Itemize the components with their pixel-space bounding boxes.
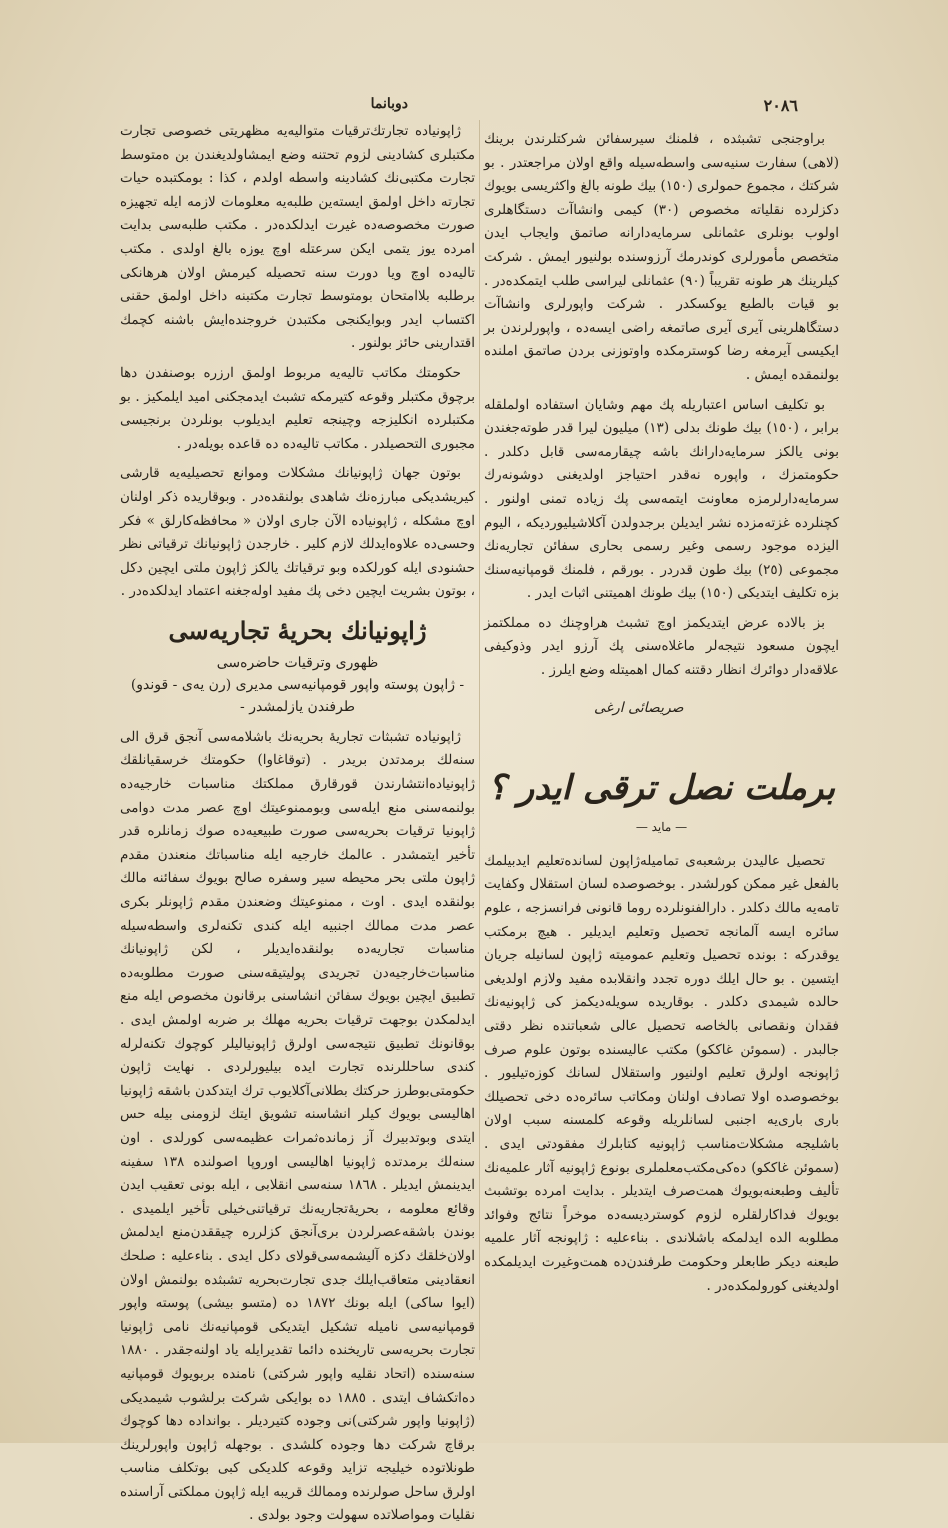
author-signature: صریصائی ارغی (594, 699, 684, 716)
paragraph: حكومتك مكاتب تالیه‌یه مربوط اولمق ارزره بوصنفدن دها برچوق مكتبلر وقوعه كتیرمكه تشبث ایدمجكنی امید ایلمكیز . بو مكتبلرده انكلیزجه وچینجه تعلیم ایدیلوب بونلردن برنجیسی مجبوری التحصیلدر . مكاتب تالیه‌ده ده‌ قاعده بویله‌در . (120, 364, 475, 452)
paragraph: ژاپونیاده تشبثات تجاریهٔ بحریه‌نك باشلامه‌سی آنجق قرق الی سنه‌لك برمدتدن بریدر . (توقاغاوا) حكومتك خرسقیانلقك ژاپونیاده‌انتشارندن قورقارق مملكتك مناسبات خارجیه‌ده بولنمه‌سنی منع ایله‌سی وبوممنوعیتك اوچ عصر مدت دوامی ژاپونیا ترقیات بحریه‌سی صورت طبیعیه‌ده صوك زمانلره قدر تأخیر ایتمشدر . عالمك خارجیه ایله مناسباتك منعندن مقدم ژاپون ملتی بحر محیطه سیر وسفره صالح بویوك سفائنه مالك بولنقده ایدی . اوت ، ممنوعیتك وضعندن مقدم ژاپونلر بكری عصر مدت ممالك اجنبیه ایله كندی تكنه‌لری واسطه‌سیله مناسبات تجاریه‌ده بولنقده‌ایدیلر ، لكن ژاپونیانك مناسبات‌خارجیه‌دن تجریدی پولیتیقه‌سنی صورت مطلوبه‌ده تطبیق ایچین بویوك سفائن انشاسنی برقانون مخصوص ایله منع ایدلمكدن بوجهت ترقیات بحریه مهلك بر ضربه اولمش ایدی . بوقانونك تطبیق نتیجه‌سی اولرق ژاپونیالیلر كوچوك تكنه‌لرله كندی ساحللرنده تجارت ایده بیلیورلردی . نهایت ژاپون حكومتی‌بوطرز حركتك بطلانی‌آكلایوب ترك ایتدكدن باشقه ژاپونیا اهالیسی بویوك كیلر انشاسنه تشویق ایتك لزومنی بیله حس ایتدی وبوتدبیرك آز زمانده‌ثمرات عظیمه‌سی كورلدی . اون سنه‌لك برمدتده ژاپونیا اهالیسی اوروپا اصولنده ١٣٨ سفینه ایدینمش ایدیلر . ١٨٦٨ سنه‌سی انقلابی ، ایله بونی تعقیب ایدن وقائع معلومه ، بحریهٔ‌تجاریه‌نك ترقیاتنی‌خیلی تأخیر ایلمیدی . بوندن باشقه‌عصرلردن بری‌آنجق كزلرره چیققدن‌منع ایدلمش اولان‌خلقك دكزه آلیشمه‌سی‌قولای دكل ایدی . بناءعلیه : صلحك انعقادینی متعاقب‌ایلك جدی تجارت‌بحریه تشبثده بولنمش اولان (ایوا ساكی) ایله بونك ١٨٧٢ ده (متسو بیشی) پوسته واپور قومپانیه‌سی نامیله تشكیل ایتدیكی قومپانیه‌نك نامی ژاپونیا تجارت بحریه‌سی تاریخنده دائما تقدیرایله یاد اولنه‌جقدر . ١٨٨٠ سنه‌سنده (اتحاد نقلیه واپور شركتی) نامنده بربویوك قومپانیه ده‌اتكشاف ایتدی . ١٨٨٥ ده بوایكی شركت برلشوب شیمدیكی (ژاپونیا واپور شركتی)نی وجوده كتیردیلر . بوانداده دها كوچوك برقاچ شركت دها وجوده كلشدی . بوجهله ژاپون واپورلرینك طونلاتوده خیلیجه تزاید وقوعه كلدیكی كبی بوتكلف مناسب اولرق ساحل صولرنده وممالك قریبه ایله ژاپون مملكتی آراسنده نقلیات ومواصلاتده سهولت وجود بولدی . (120, 728, 476, 1524)
paragraph: تحصیل عالیدن برشعبه‌ی تمامیله‌ژاپون لسانده‌تعلیم ایدبیلمك بالفعل غیر ممكن كورلشدر . بوخصوصده لسان استقلال وكفایت تامه‌یه مالك دكلدر . دارالفنونلرده روما قانونی فرانسزجه ، علوم سائره ایسه آلمانجه تحصیل وتعلیم ایدیلیر . هیچ برمكتب یوقدر‌كه : بونده تحصیل وتعلیم عمومیته ژاپون لسانیله جریان ایتسین . بو حال ایلك دوره تجدد وانقلابده مفید ولازم اولدیغی حالده شیمدی دكلدر . بوقاریده سویله‌دیكمز كی ژاپونیه‌نك فقدان ونقصانی بالخاصه تحصیل عالی شعباتنده نظر دقتی جالبدر . (سموئن غاككو) مكتب عالیسنده بوتون علوم صرف ژاپونجه اولرق تعلیم اولنیور واستقلال لسانك كوزه‌تیلیور . بوخصوصده اولا تصادف اولنان ومكاتب سائره‌ده دخی تحصیلك باری باری‌یه اجنبی لسانلریله وقوعه كلمسنه سبب اولان باشلیجه مشكلات‌مناسب ژاپونیه كتابلرك مفقودتی ایدی . (سموئن غاككو) ده‌كی‌مكتب‌معلملری بونوع ژاپونیه آثار علمیه‌نك تألیف وطبعنه‌بویوك همت‌صرف ایتدیلر . بدایت امرده بوتشبث بویوك فداكارلقلره لزوم كوستردیسه‌ده موخراً نتائج وفوائد مطلوبه الده ایدلمكه باشلاندی . بناءعلیه : ژاپونجه آثار علمیه طبعنه دیكر طابعلر وحكومت طرفندن‌ده همت‌وغیرت ایدیلمكده‌ اولدیغنی كورولمكده‌در . (484, 852, 839, 1294)
paragraph: براوجنجی تشبثده ، فلمنك سیرسفائن شركتلرندن برینك (لاهی) سفارت سنیه‌سی واسطه‌سیله واقع اولان مراجعتدر . بو شركتك ، مجموع حمولری (١٥٠) بیك طونه بالغ واكثریسی بویوك دكزلرده نقلیاته مخصوص (٣٠) كیمی وانشاآت دستگاهلری اولوب بونلری عثمانلی سرمایه‌دارانه صاتمق وایجاب ایدن متخصص مأمورلری كوندرمك آرزوسنده بولنیور ایمش . شركت كیلرینك هر طونه تقریباً (٩٠) عثمانلی لیراسی طلب ایتمكده‌در . بو قیات بالطبع یوكسكدر . شركت واپورلری وانشاآت دستگاهلرینی آیری آیری صاتمغه راضی ایسه‌ده ، واپورلرندن بر ایكیسی آیرمغه رضا كوسترمكده واوتوزنی بردن صاتمق املنده بولنمقده ایمش . (484, 131, 839, 383)
journal-title: دوبانما (370, 96, 408, 112)
section-subtitle: ظهوری وترقیات حاضره‌سی (216, 654, 379, 671)
page-number: ٢٠٨٦ (763, 96, 798, 115)
paragraph: ژاپونیاده تجارتك‌ترقیات متوالیه‌یه مظهریتی خصوصی تجارت مكتبلری كشادینی لزوم تحتنه وضع ایمشاولدیغندن بن ه‌متوسط تجارت مكتبی‌نك كشادینه واسطه اولدم ، كذا : بومكتبده حیات تجارته داخل اولمق ایسته‌ین طلبه‌یه معلومات لازمه ایله تجهیزه صورت مخصوصه‌ده غیرت ایدلكده‌در . مكتب طلبه‌سی بدایت امرده یوز یتمی ایكن سرعتله اوچ یوزه بالغ اولدی . مكتب تالیه‌ده اوچ ویا دورت سنه تحصیله كیرمش اولان هرهانكی برطلبه بلاامتحان بومتوسط تجارت مكتبنه داخل اولمق حقنی اكتساب ایدر وبوایكنجی مكتبدن خروجنده‌ایش باشنه كچمك اقتدارینی حائز بولنور . (120, 123, 475, 352)
section-author-credit: طرفندن یازلمشدر - (240, 698, 355, 715)
article-byline: — ماید — (635, 820, 688, 835)
section-author: - ژاپون پوسته واپور قومپانیه‌سی مدیری (رن یه‌ی - قوندو) (130, 676, 465, 693)
right-column (484, 128, 839, 1353)
page-header (120, 96, 798, 120)
column-divider (479, 120, 480, 1360)
section-title: ژاپونیانك بحریهٔ تجاریه‌سی (168, 615, 427, 645)
paragraph: بو تكلیف اساس اعتباریله پك مهم وشایان استفاده اولملقله برابر ، (١٥٠) بیك طونك بدلی (١٣) میلیون لیرا قدر طوته‌جغندن بونی یالكز سرمایه‌دارانك باشه چیقارمه‌سی قابل دكلدر . حكومتمزك ، واپوره نه‌قدر احتیاجز اولدیغنی دوشونه‌رك سرمایه‌دارلرمزه معاونت ایتمه‌سی پك زیاده تمنی اولنور . كچنلرده غزته‌مزده نشر ایدیلن برجدولدن آكلاشیلیوردیكه ، الیوم الیزده موجود رسمی وغیر رسمی بحاری سفائن تجاریه‌نك مجموعی (٢٥) بیك طون قدردر . بورقم ، فلمنك قومپانیه‌سنك بزه تكلیف ایتدیكی (١٥٠) بیك طونك اهمیتنی اثبات ایدر . (484, 396, 839, 602)
left-column (120, 120, 476, 1524)
paragraph: بوتون جهان ژاپونیانك مشكلات وموانع تحصیلیه‌یه قارشی كیریشدیكی مبارزه‌نك شاهدی بولنقده‌در . وبوقاریده ذكر اولنان اوچ مشكله ، ژاپونیاده الآن جاری اولان « محافظه‌كارلق » فكر وحسی‌ده علاوه‌ایدلك لازم كلیر . خارجدن ژاپونیانك ترقیاتی نظر حشنودی ایله كورلكده وبو ترقیاتك یالكز ژاپون ملتی ایچین دكل ، بوتون بشریت ایچین دخی پك مفید اوله‌جغنه اعتماد ایدلكده‌در . (120, 465, 475, 600)
article-title: برملت نصل ترقی ایدر ؟ (487, 768, 836, 809)
paragraph: بز بالاده عرض ایتدیكمز اوچ تشبث هراوچنك ده مملكتمز ایچون مسعود نتیجه‌لر ماغلا‌ه‌سنی پك آرزو ایدر وذوكیفی علاقه‌دار دوائرك انظار دقتنه كمال اهمیتله وضع ایلرز . (484, 614, 839, 679)
